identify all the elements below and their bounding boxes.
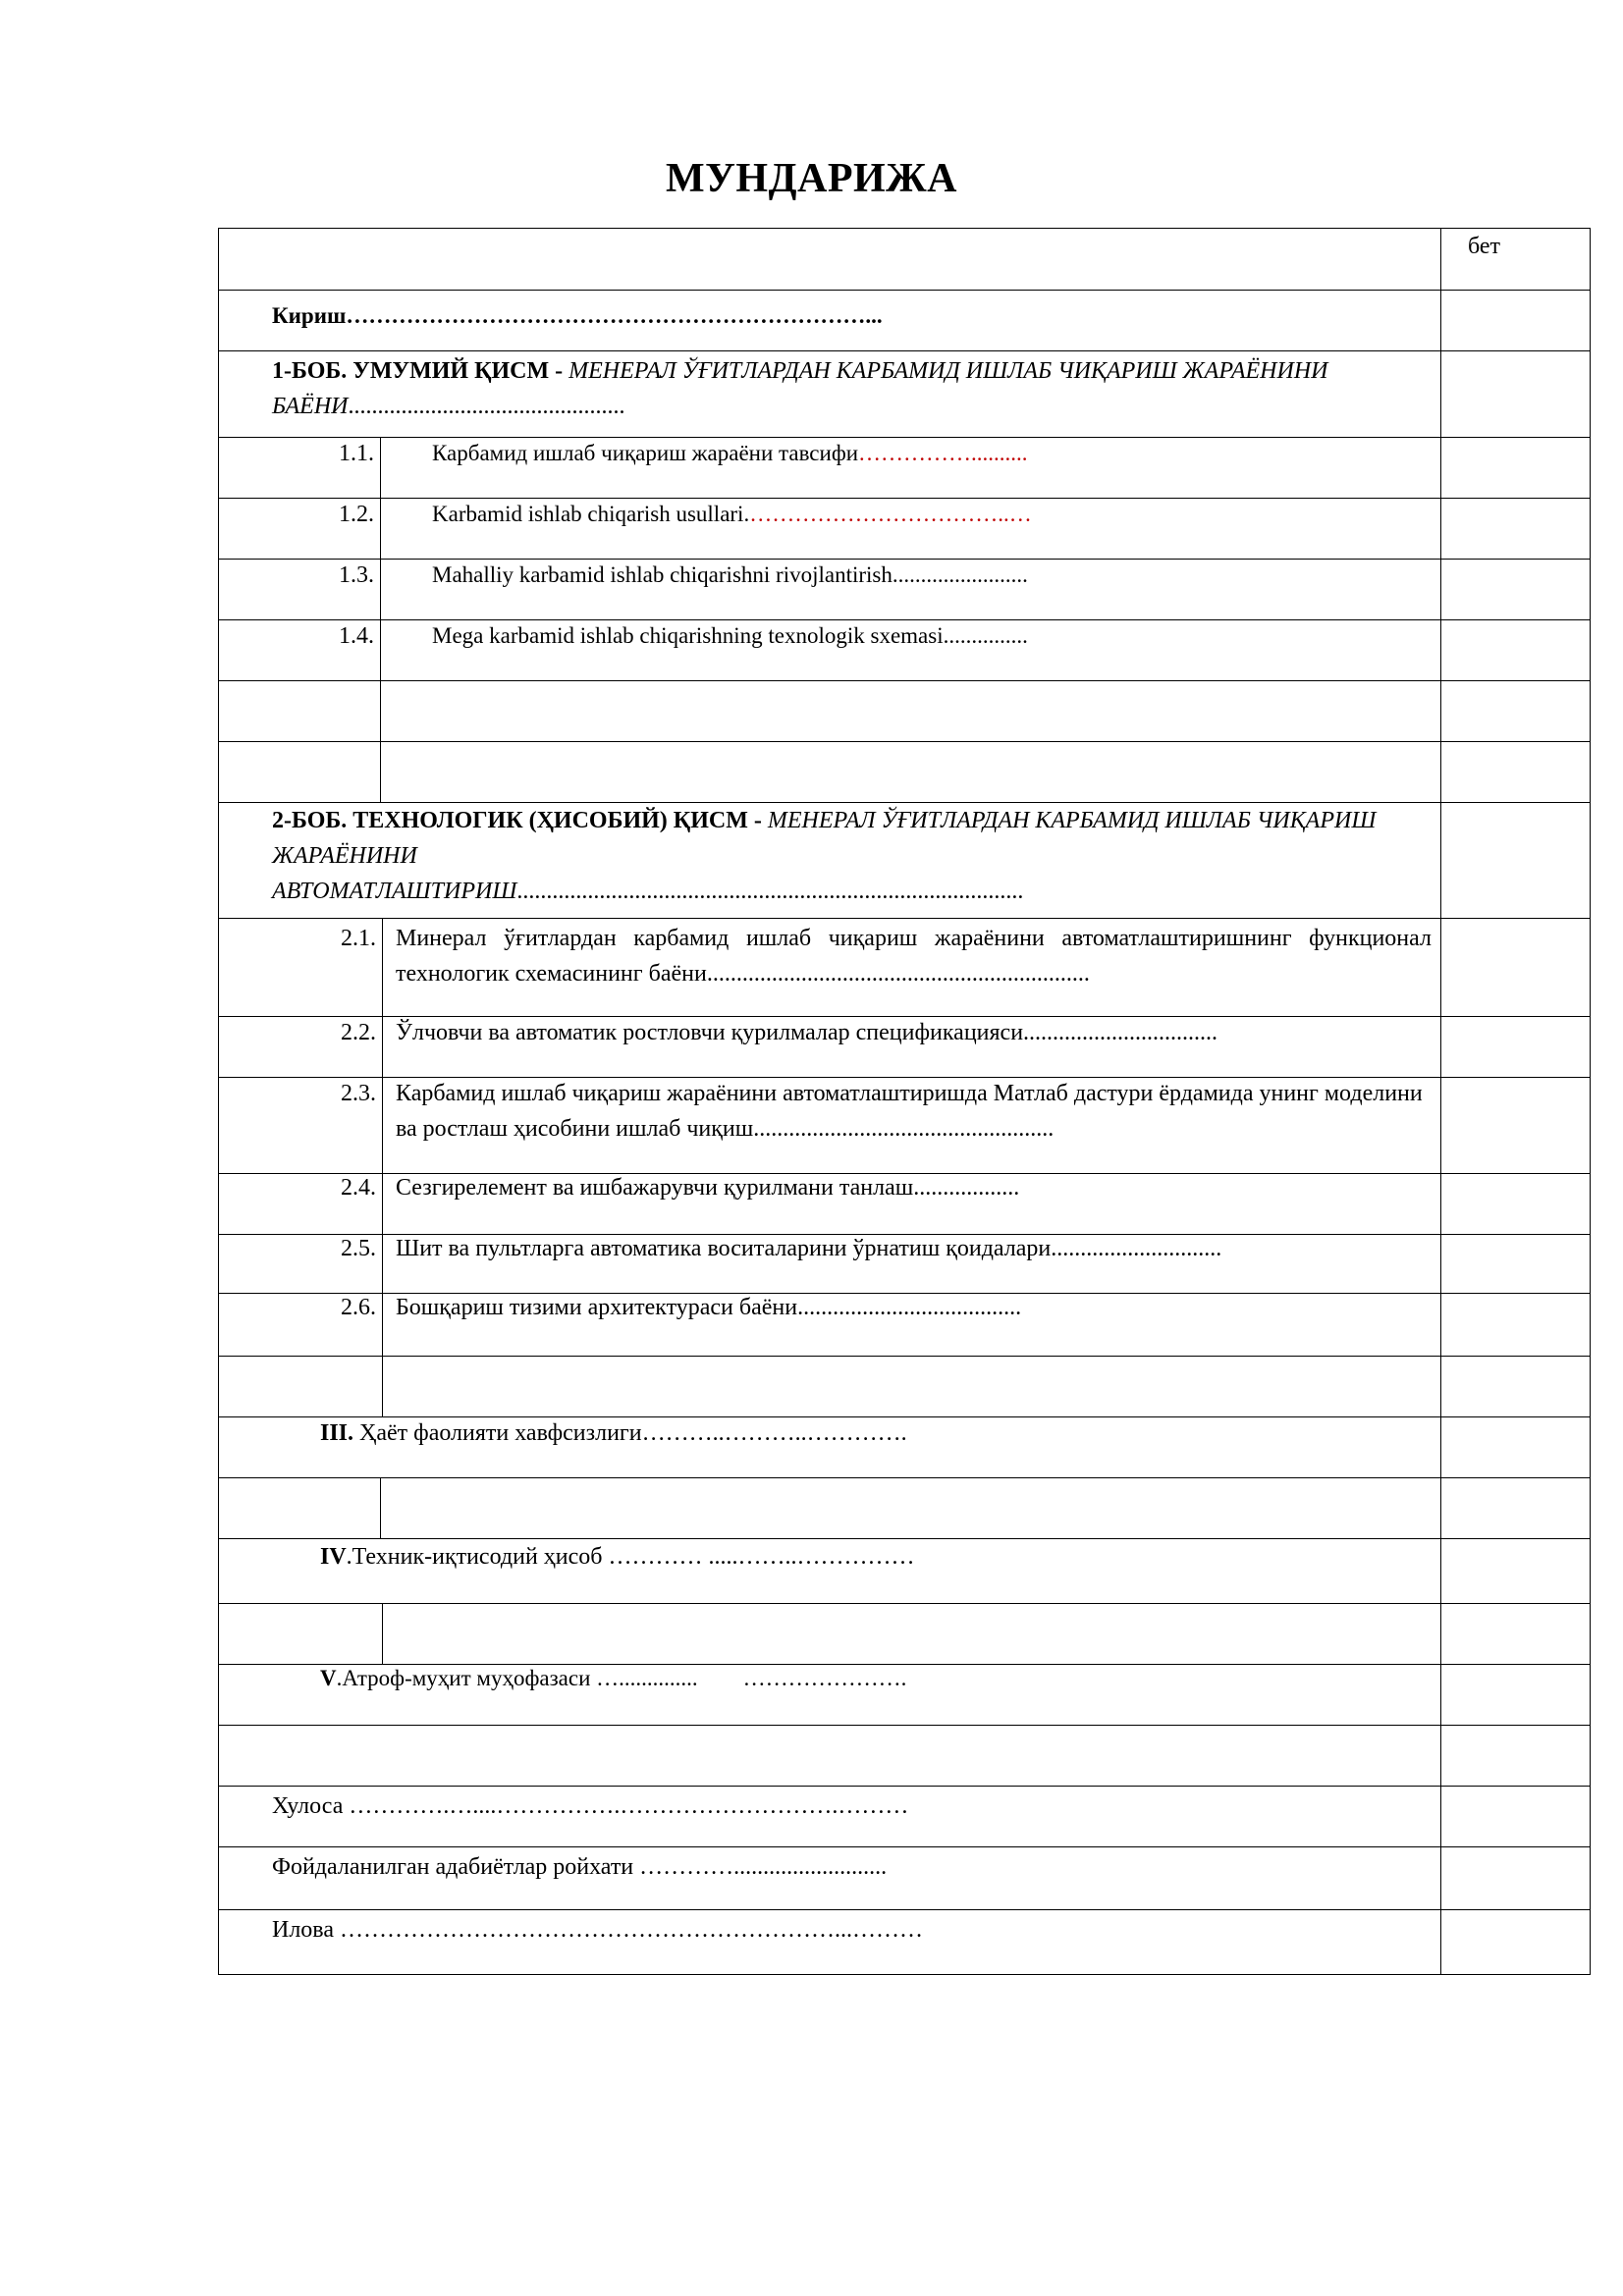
section-5-title xyxy=(320,1661,1400,1696)
item-title xyxy=(432,618,1028,654)
number-column-divider xyxy=(382,1235,383,1294)
chapter-1-dots: ............................................... xyxy=(348,394,625,419)
toc-row-empty xyxy=(219,741,1590,803)
number-column-divider xyxy=(382,1174,383,1235)
number-column-divider xyxy=(380,1478,381,1539)
item-dots: ……………………………..… xyxy=(749,502,1032,526)
number-column-divider xyxy=(380,742,381,803)
toc-row-2-5[interactable] xyxy=(219,1234,1590,1294)
toc-row-chapter-2[interactable] xyxy=(219,802,1590,919)
toc-row-conclusion[interactable] xyxy=(219,1786,1590,1847)
chapter-2-title-cont: АВТОМАТЛАШТИРИШ xyxy=(272,879,517,904)
item-number: 2.5. xyxy=(341,1236,376,1261)
toc-row-intro[interactable] xyxy=(219,290,1590,351)
toc-row-1-1[interactable] xyxy=(219,437,1590,499)
chapter-1-number: 1-БОБ. УМУМИЙ ҚИСМ - xyxy=(272,358,564,384)
chapter-2-heading xyxy=(272,803,1431,909)
section-5-text: .Атроф-муҳит муҳофазаси ….............. …………………. xyxy=(336,1666,907,1690)
toc-row-section-5[interactable] xyxy=(219,1664,1590,1726)
section-4-title xyxy=(320,1539,1400,1575)
chapter-2-number: 2-БОБ. ТЕХНОЛОГИК (ҲИСОБИЙ) ҚИСМ - xyxy=(272,808,762,833)
toc-row-appendix[interactable] xyxy=(219,1909,1590,1975)
number-column-divider xyxy=(382,1294,383,1357)
toc-row-empty xyxy=(219,1603,1590,1665)
toc-row-empty xyxy=(219,1356,1590,1417)
item-title: Карбамид ишлаб чиқариш жараёнини автоматлаштиришда Матлаб дастури ёрдамида унинг моделини ва ростлаш ҳисобини ишлаб чиқиш................................................... xyxy=(396,1081,1423,1142)
chapter-1-title: МЕНЕРАЛ ЎҒИТЛАРДАН КАРБАМИД ИШЛАБ ЧИҚАРИШ ЖАРАЁНИНИ БАЁНИ xyxy=(272,358,1328,419)
item-number: 1.1. xyxy=(339,441,374,466)
item-number: 2.4. xyxy=(341,1175,376,1201)
number-column-divider xyxy=(380,499,381,560)
item-number: 1.2. xyxy=(339,502,374,527)
item-text: Карбамид ишлаб чиқариш жараёни тавсифи xyxy=(432,441,859,465)
item-title xyxy=(432,558,1028,593)
item-title: Сезгирелемент ва ишбажарувчи қурилмани танлаш.................. xyxy=(396,1175,1020,1201)
chapter-1-heading xyxy=(272,353,1431,424)
toc-row-references[interactable] xyxy=(219,1846,1590,1910)
item-number: 2.2. xyxy=(341,1020,376,1045)
number-column-divider xyxy=(382,919,383,1017)
toc-row-empty xyxy=(219,1477,1590,1539)
toc-row-2-6[interactable] xyxy=(219,1293,1590,1357)
section-5-number: V xyxy=(320,1666,337,1690)
toc-row-section-3[interactable] xyxy=(219,1416,1590,1478)
toc-row-1-4[interactable] xyxy=(219,619,1590,681)
item-title: Бошқариш тизими архитектураси баёни...................................... xyxy=(396,1295,1022,1320)
item-number: 2.1. xyxy=(341,926,376,951)
item-title xyxy=(432,497,1032,532)
page-title: МУНДАРИЖА xyxy=(665,156,958,201)
section-3-title xyxy=(320,1415,1400,1451)
references-label: Фойдаланилган адабиётлар ройхати ………….......................... xyxy=(272,1854,888,1880)
toc-row-chapter-1[interactable] xyxy=(219,350,1590,438)
toc-row-1-3[interactable] xyxy=(219,559,1590,620)
item-text: Mega karbamid ishlab chiqarishning texnologik sxemasi xyxy=(432,623,944,648)
section-4-text: .Техник-иқтисодий ҳисоб ………… .....……..…………… xyxy=(346,1544,915,1570)
item-title: Шит ва пультларга автоматика воситаларини ўрнатиш қоидалари............................. xyxy=(396,1236,1222,1261)
toc-row-2-4[interactable] xyxy=(219,1173,1590,1235)
number-column-divider xyxy=(382,1078,383,1174)
conclusion-label: Хулоса ………….…....…………….……………………….……… xyxy=(272,1793,909,1819)
item-title: Минерал ўғитлардан карбамид ишлаб чиқариш жараёнини автоматлаштиришнинг функционал технологик схемасининг баёни................................................................. xyxy=(396,926,1432,987)
number-column-divider xyxy=(380,681,381,742)
item-dots: ............... xyxy=(943,623,1028,648)
toc-row-2-3[interactable] xyxy=(219,1077,1590,1174)
toc-table xyxy=(218,228,1591,1975)
number-column-divider xyxy=(380,438,381,499)
item-dots: ........................ xyxy=(892,562,1028,587)
item-text: Mahalliy karbamid ishlab chiqarishni rivojlantirish xyxy=(432,562,893,587)
toc-row-2-1[interactable] xyxy=(219,918,1590,1017)
item-number: 2.3. xyxy=(341,1081,376,1106)
header-row xyxy=(219,229,1590,290)
section-3-text: Ҳаёт фаолияти хавфсизлиги………..………..…………. xyxy=(353,1420,907,1446)
number-column-divider xyxy=(382,1357,383,1417)
item-number: 1.3. xyxy=(339,562,374,588)
number-column-divider xyxy=(382,1017,383,1078)
number-column-divider xyxy=(380,560,381,620)
item-dots: …………….......... xyxy=(858,441,1028,465)
item-text: Karbamid ishlab chiqarish usullari. xyxy=(432,502,750,526)
item-number: 1.4. xyxy=(339,623,374,649)
section-4-number: IV xyxy=(320,1544,347,1570)
intro-label: Кириш……………………………………………………………... xyxy=(272,303,883,328)
item-title: Ўлчовчи ва автоматик ростловчи қурилмалар спецификацияси................................. xyxy=(396,1020,1218,1045)
toc-row-section-4[interactable] xyxy=(219,1538,1590,1604)
chapter-2-dots: ...................................................................................... xyxy=(516,879,1024,904)
item-number: 2.6. xyxy=(341,1295,376,1320)
item-title xyxy=(432,436,1028,471)
toc-row-empty xyxy=(219,1725,1590,1787)
number-column-divider xyxy=(380,620,381,681)
number-column-divider xyxy=(382,1604,383,1665)
toc-row-1-2[interactable] xyxy=(219,498,1590,560)
appendix-label: Илова ………………………………………………………...……… xyxy=(272,1917,923,1943)
chapter-2-title: МЕНЕРАЛ ЎҒИТЛАРДАН КАРБАМИД ИШЛАБ ЧИҚАРИШ ЖАРАЁНИНИ xyxy=(272,808,1377,869)
page-column-header: бет xyxy=(1468,234,1501,259)
section-3-number: III. xyxy=(320,1420,354,1446)
toc-row-2-2[interactable] xyxy=(219,1016,1590,1078)
toc-row-empty xyxy=(219,680,1590,742)
